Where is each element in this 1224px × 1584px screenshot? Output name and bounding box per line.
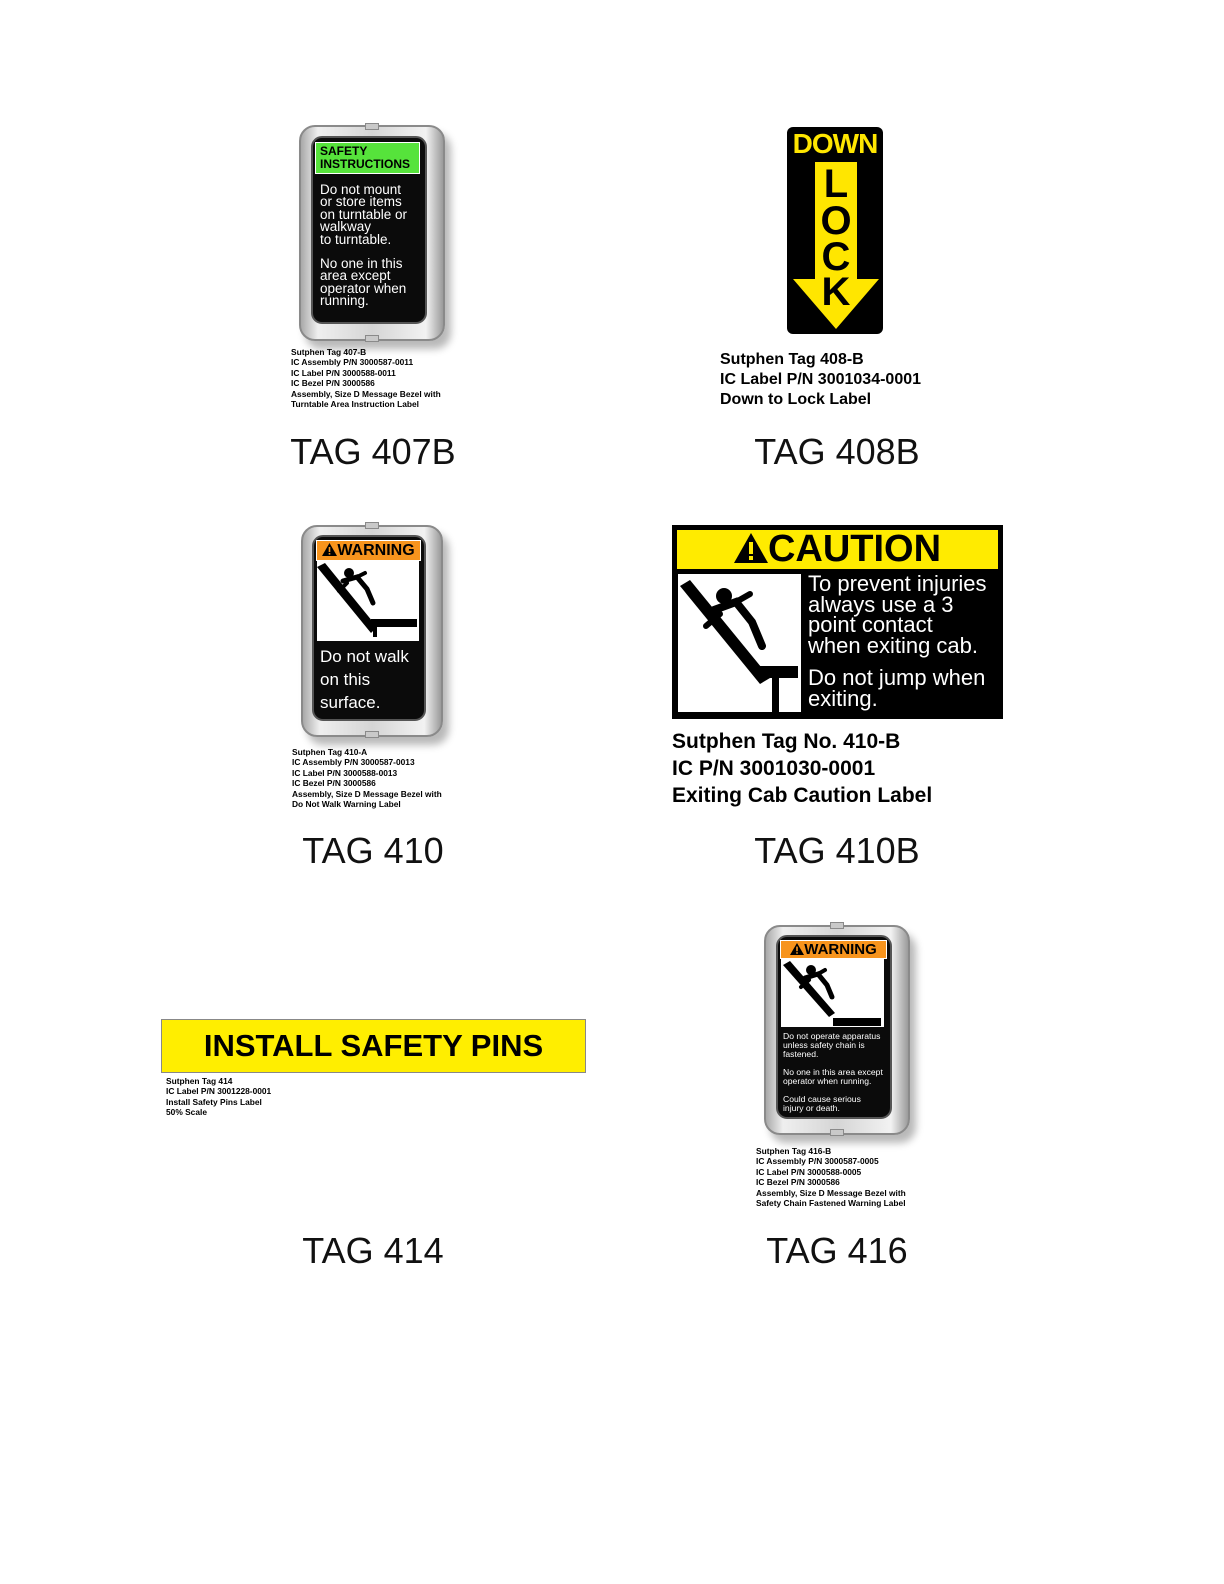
- body-line: operator when running.: [783, 1076, 872, 1086]
- down-word: DOWN: [792, 128, 878, 159]
- part-line: Sutphen Tag No. 410-B: [672, 730, 901, 753]
- body-line: area except: [320, 268, 391, 284]
- body-line: fastened.: [783, 1049, 819, 1059]
- body-line: exiting.: [808, 685, 878, 711]
- part-line: IC Label P/N 3001034-0001: [720, 371, 922, 388]
- part-line: Exiting Cab Caution Label: [672, 784, 933, 807]
- tag-caption: TAG 414: [302, 1230, 444, 1271]
- caution-body-2: [808, 665, 986, 711]
- warning-header: [780, 940, 887, 959]
- label-body: [783, 1032, 883, 1113]
- part-line: Sutphen Tag 407-B: [291, 347, 367, 357]
- part-line: IC Assembly P/N 3000587-0013: [292, 757, 415, 768]
- lock-letter: C: [821, 235, 851, 279]
- part-info: [166, 1076, 271, 1118]
- part-line: Down to Lock Label: [720, 391, 872, 408]
- bezel-tab: [830, 922, 844, 929]
- header-line: INSTRUCTIONS: [320, 157, 410, 171]
- part-line: IC Label P/N 3000588-0013: [292, 767, 398, 778]
- part-info: [756, 1146, 906, 1208]
- body-line: on this: [320, 670, 371, 689]
- part-line: Assembly, Size D Message Bezel with: [292, 788, 442, 799]
- body-line: injury or death.: [783, 1103, 840, 1113]
- part-line: IC Bezel P/N 3000586: [292, 778, 376, 789]
- warning-triangle-icon: [322, 543, 337, 556]
- tag-caption: TAG 408B: [754, 431, 920, 472]
- body-line: unless safety chain is: [783, 1040, 865, 1050]
- label-body: [320, 184, 407, 308]
- caution-header: [677, 530, 998, 569]
- body-line: always use a 3: [808, 591, 954, 617]
- body-line: or store items: [320, 194, 402, 210]
- part-line: IC Bezel P/N 3000586: [756, 1177, 840, 1188]
- body-line: point contact: [808, 612, 933, 637]
- tag-caption: TAG 410: [302, 830, 444, 871]
- part-line: Turntable Area Instruction Label: [291, 399, 419, 410]
- body-line: when exiting cab.: [808, 632, 978, 658]
- body-line: No one in this area except: [783, 1067, 883, 1077]
- body-line: To prevent injuries: [808, 571, 987, 596]
- tag-caption: TAG 410B: [754, 830, 920, 871]
- falling-person-icon: [317, 561, 419, 641]
- part-line: Install Safety Pins Label: [166, 1096, 262, 1107]
- body-line: running.: [320, 293, 369, 309]
- part-line: 50% Scale: [166, 1107, 207, 1118]
- body-line: walkway: [320, 219, 372, 235]
- bezel-tab: [365, 123, 379, 130]
- body-line: surface.: [320, 693, 381, 712]
- header-line: SAFETY: [320, 144, 368, 158]
- falling-person-icon: [678, 574, 801, 712]
- pictogram-panel: [678, 574, 801, 712]
- safety-instructions-header: [315, 142, 420, 174]
- body-line: Do not mount: [320, 182, 402, 197]
- body-line: on turntable or: [320, 206, 408, 222]
- part-line: IC Assembly P/N 3000587-0011: [291, 357, 414, 368]
- warning-word: WARNING: [337, 542, 415, 559]
- caution-body-1: [808, 571, 987, 658]
- body-line: Do not operate apparatus: [783, 1031, 881, 1041]
- bezel-tab: [365, 731, 379, 738]
- part-line: Do Not Walk Warning Label: [292, 799, 401, 810]
- part-info: [292, 747, 442, 809]
- part-line: IC Label P/N 3001228-0001: [166, 1086, 272, 1097]
- part-line: IC Assembly P/N 3000587-0005: [756, 1156, 879, 1167]
- part-line: IC Label P/N 3000588-0011: [291, 367, 396, 378]
- part-line: Sutphen Tag 410-A: [292, 747, 368, 757]
- body-line: operator when: [320, 280, 407, 296]
- body-line: to turntable.: [320, 231, 392, 247]
- pictogram-panel: [317, 561, 419, 641]
- install-safety-pins-label: INSTALL SAFETY PINS: [161, 1019, 586, 1073]
- part-line: Assembly, Size D Message Bezel with: [756, 1187, 906, 1198]
- part-line: Assembly, Size D Message Bezel with: [291, 388, 441, 399]
- warning-triangle-icon: [790, 943, 804, 955]
- part-info: [720, 350, 921, 410]
- part-info: [672, 728, 932, 809]
- caution-word: CAUTION: [767, 528, 942, 570]
- part-line: IC P/N 3001030-0001: [672, 757, 876, 780]
- tag-caption: TAG 416: [766, 1230, 908, 1271]
- body-line: No one in this: [320, 256, 403, 272]
- lock-letter: K: [821, 270, 851, 314]
- tag-caption: TAG 407B: [290, 431, 456, 472]
- part-line: Safety Chain Fastened Warning Label: [756, 1198, 906, 1209]
- bezel-tab: [365, 335, 379, 342]
- pictogram-panel: [781, 959, 884, 1027]
- part-line: Sutphen Tag 408-B: [720, 351, 864, 368]
- label-body: [320, 645, 409, 714]
- bezel-tab: [830, 1129, 844, 1136]
- body-line: Do not jump when: [808, 665, 986, 690]
- body-line: Do not walk: [320, 647, 409, 666]
- warning-triangle-icon: [734, 533, 768, 563]
- lock-letter: L: [823, 162, 849, 206]
- warning-header: [316, 540, 421, 561]
- body-line: Could cause serious: [783, 1094, 861, 1104]
- part-info: [291, 347, 441, 409]
- bezel-tab: [365, 522, 379, 529]
- part-line: Sutphen Tag 414: [166, 1076, 233, 1086]
- part-line: Sutphen Tag 416-B: [756, 1146, 832, 1156]
- part-line: IC Label P/N 3000588-0005: [756, 1166, 862, 1177]
- part-line: IC Bezel P/N 3000586: [291, 378, 375, 389]
- lock-letter: O: [820, 199, 852, 243]
- falling-person-icon: [781, 959, 884, 1027]
- warning-word: WARNING: [804, 941, 877, 958]
